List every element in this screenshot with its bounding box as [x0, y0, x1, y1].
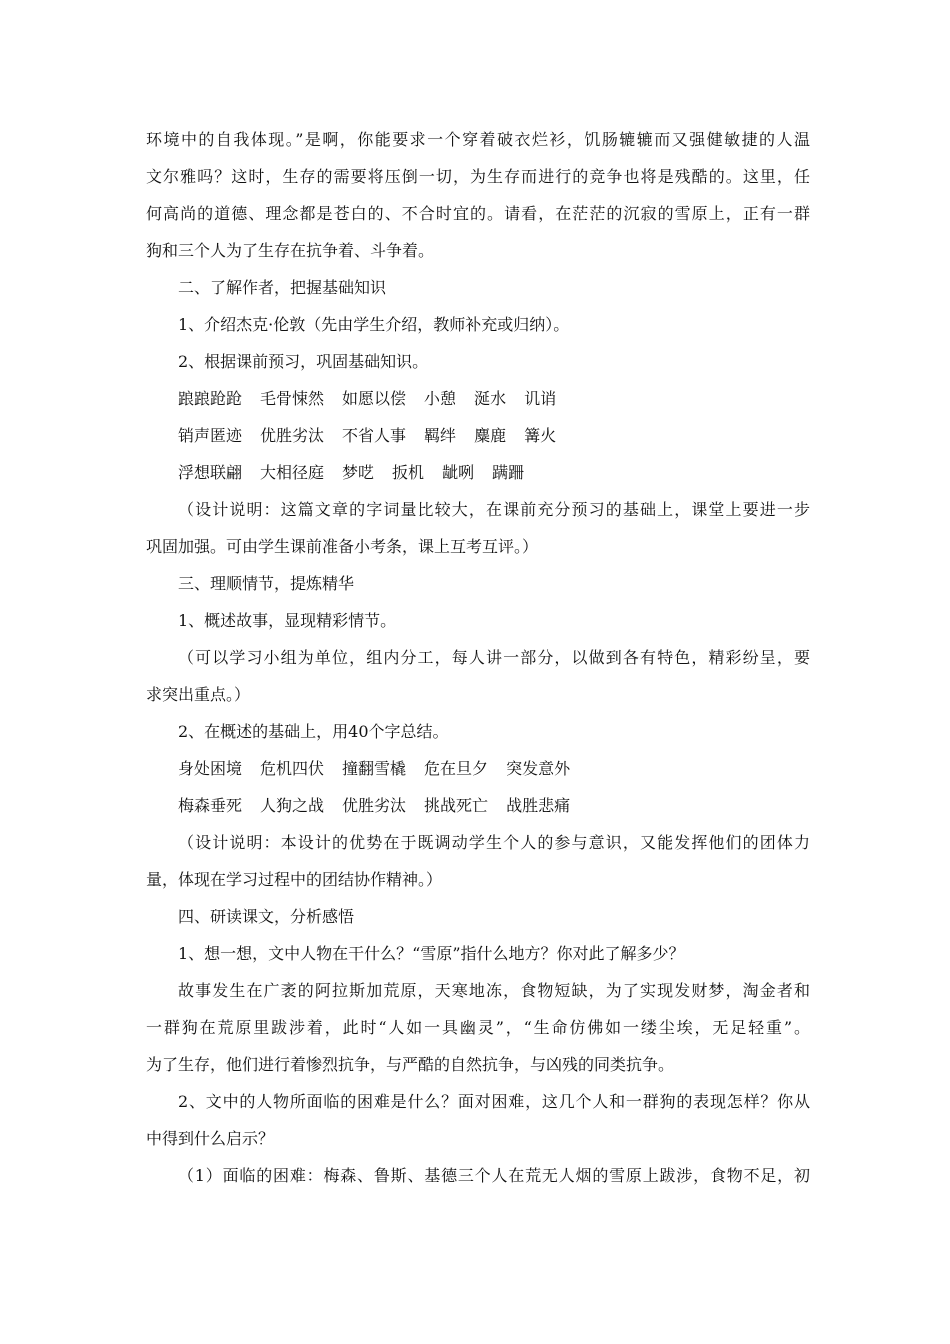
design-note-line: 巩固加强。可由学生课前准备小考条，课上互考互评。）: [146, 537, 539, 556]
text-line: 故事发生在广袤的阿拉斯加荒原，天寒地冻，食物短缺，为了实现发财梦，淘金者和: [178, 981, 810, 1000]
vocab-word: 毛骨悚然: [260, 389, 325, 408]
question-item: 中得到什么启示？: [146, 1129, 275, 1148]
vocabulary-row: [146, 380, 810, 417]
text-line: 狗和三个人为了生存在抗争着、斗争着。: [146, 241, 435, 260]
summary-phrase: 撞翻雪橇: [342, 759, 407, 778]
summary-phrase: 身处困境: [178, 759, 243, 778]
summary-phrase: 梅森垂死: [178, 796, 243, 815]
summary-row: [146, 750, 810, 787]
vocab-word: 羁绊: [424, 426, 457, 445]
note-line: （可以学习小组为单位，组内分工，每人讲一部分，以做到各有特色，精彩纷呈，要: [178, 648, 810, 667]
vocab-word: 不省人事: [342, 426, 407, 445]
vocab-word: 梦呓: [342, 463, 375, 482]
vocab-word: 麋鹿: [474, 426, 507, 445]
answer-line: （1）面临的困难：梅森、鲁斯、基德三个人在荒无人烟的雪原上跋涉，食物不足，初: [178, 1166, 810, 1185]
question-item: 1、想一想，文中人物在干什么？“雪原”指什么地方？你对此了解多少？: [178, 944, 685, 963]
text-line: 为了生存，他们进行着惨烈抗争，与严酷的自然抗争，与凶残的同类抗争。: [146, 1055, 675, 1074]
vocab-word: 讥诮: [524, 389, 557, 408]
vocabulary-row: [146, 417, 810, 454]
design-note-line: （设计说明：本设计的优势在于既调动学生个人的参与意识，又能发挥他们的团体力: [178, 833, 810, 852]
vocab-word: 如愿以偿: [342, 389, 407, 408]
vocab-word: 龇咧: [442, 463, 475, 482]
list-item: 2、在概述的基础上，用40个字总结。: [178, 722, 449, 741]
text-line: 文尔雅吗？这时，生存的需要将压倒一切，为生存而进行的竞争也将是残酷的。这里，任: [146, 167, 810, 186]
list-item: 1、概述故事，显现精彩情节。: [178, 611, 397, 630]
vocab-word: 优胜劣汰: [260, 426, 325, 445]
section-heading: 四、研读课文，分析感悟: [178, 907, 355, 926]
summary-phrase: 优胜劣汰: [342, 796, 407, 815]
summary-phrase: 突发意外: [506, 759, 571, 778]
vocab-word: 小憩: [424, 389, 457, 408]
vocab-word: 蹒跚: [492, 463, 525, 482]
document-body: [146, 121, 810, 1194]
summary-row: [146, 787, 810, 824]
vocab-word: 篝火: [524, 426, 557, 445]
summary-phrase: 挑战死亡: [424, 796, 489, 815]
text-line: 环境中的自我体现。”是啊，你能要求一个穿着破衣烂衫，饥肠辘辘而又强健敏捷的人温: [146, 130, 810, 149]
vocab-word: 大相径庭: [260, 463, 325, 482]
vocabulary-row: [146, 454, 810, 491]
summary-phrase: 危在旦夕: [424, 759, 489, 778]
summary-phrase: 危机四伏: [260, 759, 325, 778]
vocab-word: 扳机: [392, 463, 425, 482]
text-line: 何高尚的道德、理念都是苍白的、不合时宜的。请看，在茫茫的沉寂的雪原上，正有一群: [146, 204, 810, 223]
design-note-line: （设计说明：这篇文章的字词量比较大，在课前充分预习的基础上，课堂上要进一步: [178, 500, 810, 519]
list-item: 2、根据课前预习，巩固基础知识。: [178, 352, 429, 371]
design-note-line: 量，体现在学习过程中的团结协作精神。）: [146, 870, 443, 889]
vocab-word: 涎水: [474, 389, 507, 408]
text-line: 一群狗在荒原里跋涉着，此时“人如一具幽灵”，“生命仿佛如一缕尘埃，无足轻重”。: [146, 1018, 810, 1037]
summary-phrase: 战胜悲痛: [506, 796, 571, 815]
question-item: 2、文中的人物所面临的困难是什么？面对困难，这几个人和一群狗的表现怎样？你从: [178, 1092, 810, 1111]
vocab-word: 浮想联翩: [178, 463, 243, 482]
section-heading: 三、理顺情节，提炼精华: [178, 574, 355, 593]
summary-phrase: 人狗之战: [260, 796, 325, 815]
vocab-word: 销声匿迹: [178, 426, 243, 445]
vocab-word: 踉踉跄跄: [178, 389, 243, 408]
section-heading: 二、了解作者，把握基础知识: [178, 278, 387, 297]
note-line: 求突出重点。）: [146, 685, 251, 704]
list-item: 1、介绍杰克·伦敦（先由学生介绍，教师补充或归纳）。: [178, 315, 570, 334]
